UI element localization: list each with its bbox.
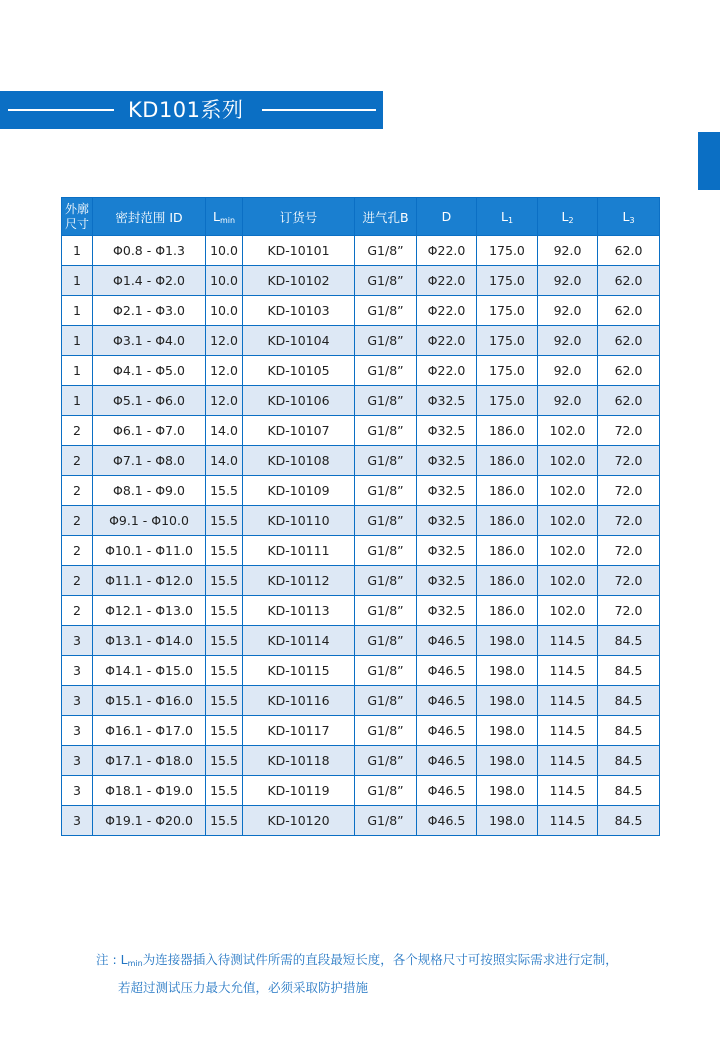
table-row bbox=[62, 746, 660, 776]
table-row bbox=[62, 506, 660, 536]
cell-lmin: 15.5 bbox=[206, 536, 243, 566]
cell-size: 1 bbox=[62, 386, 93, 416]
cell-seal-range: Φ6.1 - Φ7.0 bbox=[93, 416, 206, 446]
header-lmin-main: L bbox=[212, 208, 220, 224]
cell-size: 3 bbox=[62, 656, 93, 686]
cell-lmin: 15.5 bbox=[206, 746, 243, 776]
cell-l3: 72.0 bbox=[598, 506, 660, 536]
cell-size: 3 bbox=[62, 776, 93, 806]
table-row bbox=[62, 356, 660, 386]
cell-l1: 186.0 bbox=[477, 536, 538, 566]
cell-seal-range: Φ18.1 - Φ19.0 bbox=[93, 776, 206, 806]
cell-seal-range: Φ3.1 - Φ4.0 bbox=[93, 326, 206, 356]
cell-lmin: 12.0 bbox=[206, 386, 243, 416]
cell-seal-range: Φ0.8 - Φ1.3 bbox=[93, 236, 206, 266]
cell-order-no: KD-10114 bbox=[243, 626, 355, 656]
cell-inlet: G1/8” bbox=[355, 296, 417, 326]
cell-l3: 72.0 bbox=[598, 416, 660, 446]
table-header-row bbox=[62, 198, 660, 236]
cell-seal-range: Φ4.1 - Φ5.0 bbox=[93, 356, 206, 386]
cell-seal-range: Φ13.1 - Φ14.0 bbox=[93, 626, 206, 656]
footnote-prefix: 注 : L bbox=[96, 952, 128, 967]
cell-size: 2 bbox=[62, 596, 93, 626]
cell-inlet: G1/8” bbox=[355, 476, 417, 506]
cell-inlet: G1/8” bbox=[355, 536, 417, 566]
cell-l2: 102.0 bbox=[538, 476, 598, 506]
cell-l1: 186.0 bbox=[477, 416, 538, 446]
cell-size: 2 bbox=[62, 506, 93, 536]
cell-lmin: 14.0 bbox=[206, 446, 243, 476]
table-row bbox=[62, 596, 660, 626]
cell-inlet: G1/8” bbox=[355, 686, 417, 716]
cell-l3: 84.5 bbox=[598, 776, 660, 806]
cell-inlet: G1/8” bbox=[355, 746, 417, 776]
table-row bbox=[62, 656, 660, 686]
cell-d: Φ22.0 bbox=[417, 356, 477, 386]
footnote-sub: min bbox=[127, 959, 143, 968]
cell-l2: 102.0 bbox=[538, 566, 598, 596]
cell-seal-range: Φ12.1 - Φ13.0 bbox=[93, 596, 206, 626]
cell-order-no: KD-10115 bbox=[243, 656, 355, 686]
cell-size: 3 bbox=[62, 806, 93, 836]
header-l2-main: L bbox=[561, 208, 569, 224]
cell-l1: 198.0 bbox=[477, 656, 538, 686]
cell-order-no: KD-10116 bbox=[243, 686, 355, 716]
cell-d: Φ46.5 bbox=[417, 806, 477, 836]
cell-l3: 72.0 bbox=[598, 596, 660, 626]
footnote-line1: 为连接器插入待测试件所需的直段最短长度，各个规格尺寸可按照实际需求进行定制， bbox=[142, 952, 618, 967]
title-right-rule bbox=[262, 109, 376, 111]
cell-order-no: KD-10108 bbox=[243, 446, 355, 476]
cell-lmin: 12.0 bbox=[206, 326, 243, 356]
table-row bbox=[62, 476, 660, 506]
cell-d: Φ32.5 bbox=[417, 446, 477, 476]
cell-l3: 62.0 bbox=[598, 236, 660, 266]
cell-seal-range: Φ1.4 - Φ2.0 bbox=[93, 266, 206, 296]
cell-size: 3 bbox=[62, 716, 93, 746]
cell-inlet: G1/8” bbox=[355, 566, 417, 596]
header-d: D bbox=[417, 198, 477, 236]
cell-seal-range: Φ2.1 - Φ3.0 bbox=[93, 296, 206, 326]
cell-l2: 92.0 bbox=[538, 356, 598, 386]
cell-lmin: 15.5 bbox=[206, 686, 243, 716]
cell-order-no: KD-10101 bbox=[243, 236, 355, 266]
cell-seal-range: Φ14.1 - Φ15.0 bbox=[93, 656, 206, 686]
cell-seal-range: Φ10.1 - Φ11.0 bbox=[93, 536, 206, 566]
cell-l1: 186.0 bbox=[477, 476, 538, 506]
cell-seal-range: Φ9.1 - Φ10.0 bbox=[93, 506, 206, 536]
cell-d: Φ46.5 bbox=[417, 686, 477, 716]
cell-l2: 114.5 bbox=[538, 776, 598, 806]
table-row bbox=[62, 386, 660, 416]
cell-l3: 72.0 bbox=[598, 536, 660, 566]
cell-inlet: G1/8” bbox=[355, 446, 417, 476]
cell-lmin: 12.0 bbox=[206, 356, 243, 386]
cell-l2: 92.0 bbox=[538, 326, 598, 356]
cell-l3: 84.5 bbox=[598, 746, 660, 776]
cell-d: Φ46.5 bbox=[417, 746, 477, 776]
cell-order-no: KD-10111 bbox=[243, 536, 355, 566]
cell-l1: 186.0 bbox=[477, 566, 538, 596]
cell-d: Φ32.5 bbox=[417, 536, 477, 566]
cell-l3: 84.5 bbox=[598, 626, 660, 656]
cell-d: Φ32.5 bbox=[417, 566, 477, 596]
cell-l2: 114.5 bbox=[538, 716, 598, 746]
cell-size: 1 bbox=[62, 326, 93, 356]
cell-l3: 62.0 bbox=[598, 266, 660, 296]
cell-order-no: KD-10106 bbox=[243, 386, 355, 416]
cell-seal-range: Φ5.1 - Φ6.0 bbox=[93, 386, 206, 416]
cell-size: 1 bbox=[62, 356, 93, 386]
cell-l1: 175.0 bbox=[477, 296, 538, 326]
cell-l3: 62.0 bbox=[598, 296, 660, 326]
cell-d: Φ46.5 bbox=[417, 656, 477, 686]
cell-seal-range: Φ7.1 - Φ8.0 bbox=[93, 446, 206, 476]
cell-size: 2 bbox=[62, 476, 93, 506]
cell-d: Φ22.0 bbox=[417, 236, 477, 266]
cell-d: Φ32.5 bbox=[417, 596, 477, 626]
cell-lmin: 15.5 bbox=[206, 476, 243, 506]
cell-lmin: 15.5 bbox=[206, 566, 243, 596]
cell-size: 2 bbox=[62, 566, 93, 596]
cell-size: 1 bbox=[62, 236, 93, 266]
spec-table bbox=[61, 197, 660, 836]
cell-l2: 102.0 bbox=[538, 446, 598, 476]
cell-inlet: G1/8” bbox=[355, 386, 417, 416]
cell-size: 2 bbox=[62, 446, 93, 476]
header-order-no: 订货号 bbox=[243, 198, 355, 236]
cell-lmin: 15.5 bbox=[206, 776, 243, 806]
cell-seal-range: Φ19.1 - Φ20.0 bbox=[93, 806, 206, 836]
cell-l2: 102.0 bbox=[538, 416, 598, 446]
cell-seal-range: Φ8.1 - Φ9.0 bbox=[93, 476, 206, 506]
cell-l2: 114.5 bbox=[538, 656, 598, 686]
table-row bbox=[62, 326, 660, 356]
cell-inlet: G1/8” bbox=[355, 326, 417, 356]
cell-l1: 186.0 bbox=[477, 446, 538, 476]
cell-order-no: KD-10109 bbox=[243, 476, 355, 506]
cell-l2: 114.5 bbox=[538, 746, 598, 776]
header-size: 外廓尺寸 bbox=[62, 198, 93, 236]
cell-d: Φ32.5 bbox=[417, 386, 477, 416]
cell-size: 3 bbox=[62, 626, 93, 656]
cell-l1: 175.0 bbox=[477, 266, 538, 296]
cell-l2: 114.5 bbox=[538, 806, 598, 836]
table-row bbox=[62, 626, 660, 656]
cell-lmin: 15.5 bbox=[206, 626, 243, 656]
cell-lmin: 10.0 bbox=[206, 296, 243, 326]
cell-l3: 84.5 bbox=[598, 806, 660, 836]
cell-seal-range: Φ11.1 - Φ12.0 bbox=[93, 566, 206, 596]
cell-l3: 62.0 bbox=[598, 326, 660, 356]
cell-l1: 198.0 bbox=[477, 746, 538, 776]
cell-inlet: G1/8” bbox=[355, 626, 417, 656]
cell-l2: 92.0 bbox=[538, 266, 598, 296]
cell-d: Φ22.0 bbox=[417, 296, 477, 326]
series-title-bar bbox=[0, 91, 383, 129]
cell-l1: 186.0 bbox=[477, 506, 538, 536]
table-row bbox=[62, 776, 660, 806]
cell-lmin: 10.0 bbox=[206, 266, 243, 296]
cell-l1: 198.0 bbox=[477, 626, 538, 656]
cell-d: Φ22.0 bbox=[417, 326, 477, 356]
cell-l2: 114.5 bbox=[538, 686, 598, 716]
cell-lmin: 14.0 bbox=[206, 416, 243, 446]
cell-d: Φ32.5 bbox=[417, 476, 477, 506]
cell-order-no: KD-10104 bbox=[243, 326, 355, 356]
cell-lmin: 15.5 bbox=[206, 596, 243, 626]
cell-order-no: KD-10112 bbox=[243, 566, 355, 596]
cell-d: Φ32.5 bbox=[417, 506, 477, 536]
cell-order-no: KD-10113 bbox=[243, 596, 355, 626]
cell-l2: 102.0 bbox=[538, 596, 598, 626]
header-l3-sub: 3 bbox=[629, 215, 635, 225]
table-row bbox=[62, 236, 660, 266]
footnote bbox=[96, 948, 696, 1000]
side-tab-marker bbox=[698, 132, 720, 190]
header-inlet: 进气孔B bbox=[355, 198, 417, 236]
table-row bbox=[62, 716, 660, 746]
cell-seal-range: Φ16.1 - Φ17.0 bbox=[93, 716, 206, 746]
cell-order-no: KD-10110 bbox=[243, 506, 355, 536]
cell-seal-range: Φ17.1 - Φ18.0 bbox=[93, 746, 206, 776]
cell-inlet: G1/8” bbox=[355, 806, 417, 836]
cell-l1: 175.0 bbox=[477, 326, 538, 356]
cell-order-no: KD-10120 bbox=[243, 806, 355, 836]
cell-size: 3 bbox=[62, 686, 93, 716]
cell-order-no: KD-10102 bbox=[243, 266, 355, 296]
cell-inlet: G1/8” bbox=[355, 236, 417, 266]
header-l3-main: L bbox=[622, 208, 630, 224]
table-row bbox=[62, 446, 660, 476]
cell-l1: 198.0 bbox=[477, 806, 538, 836]
cell-inlet: G1/8” bbox=[355, 776, 417, 806]
header-lmin-sub: min bbox=[219, 215, 236, 225]
header-l2 bbox=[538, 198, 598, 236]
cell-l3: 62.0 bbox=[598, 386, 660, 416]
header-l1 bbox=[477, 198, 538, 236]
cell-l3: 72.0 bbox=[598, 446, 660, 476]
cell-l1: 175.0 bbox=[477, 356, 538, 386]
cell-l3: 84.5 bbox=[598, 716, 660, 746]
cell-inlet: G1/8” bbox=[355, 266, 417, 296]
footnote-line2: 若超过测试压力最大允值，必须采取防护措施 bbox=[118, 980, 369, 995]
table-row bbox=[62, 416, 660, 446]
header-l1-sub: 1 bbox=[507, 215, 514, 225]
cell-inlet: G1/8” bbox=[355, 596, 417, 626]
header-seal-range: 密封范围 ID bbox=[93, 198, 206, 236]
cell-lmin: 15.5 bbox=[206, 806, 243, 836]
cell-inlet: G1/8” bbox=[355, 656, 417, 686]
cell-lmin: 15.5 bbox=[206, 506, 243, 536]
table-row bbox=[62, 266, 660, 296]
cell-lmin: 15.5 bbox=[206, 656, 243, 686]
cell-inlet: G1/8” bbox=[355, 716, 417, 746]
header-l1-main: L bbox=[500, 208, 508, 224]
cell-order-no: KD-10119 bbox=[243, 776, 355, 806]
cell-inlet: G1/8” bbox=[355, 506, 417, 536]
cell-d: Φ46.5 bbox=[417, 716, 477, 746]
header-l3 bbox=[598, 198, 660, 236]
cell-d: Φ32.5 bbox=[417, 416, 477, 446]
cell-l3: 72.0 bbox=[598, 476, 660, 506]
cell-l2: 92.0 bbox=[538, 386, 598, 416]
cell-inlet: G1/8” bbox=[355, 356, 417, 386]
cell-l2: 92.0 bbox=[538, 236, 598, 266]
cell-l3: 62.0 bbox=[598, 356, 660, 386]
cell-size: 3 bbox=[62, 746, 93, 776]
page-title: KD101系列 bbox=[128, 98, 244, 122]
cell-order-no: KD-10117 bbox=[243, 716, 355, 746]
cell-l1: 198.0 bbox=[477, 716, 538, 746]
cell-order-no: KD-10103 bbox=[243, 296, 355, 326]
cell-order-no: KD-10107 bbox=[243, 416, 355, 446]
cell-l2: 114.5 bbox=[538, 626, 598, 656]
cell-seal-range: Φ15.1 - Φ16.0 bbox=[93, 686, 206, 716]
cell-size: 1 bbox=[62, 266, 93, 296]
cell-l1: 186.0 bbox=[477, 596, 538, 626]
table-row bbox=[62, 536, 660, 566]
cell-size: 2 bbox=[62, 536, 93, 566]
cell-l1: 175.0 bbox=[477, 386, 538, 416]
table-row bbox=[62, 686, 660, 716]
cell-d: Φ22.0 bbox=[417, 266, 477, 296]
cell-l2: 102.0 bbox=[538, 536, 598, 566]
cell-size: 1 bbox=[62, 296, 93, 326]
cell-order-no: KD-10105 bbox=[243, 356, 355, 386]
cell-lmin: 10.0 bbox=[206, 236, 243, 266]
cell-inlet: G1/8” bbox=[355, 416, 417, 446]
table-body bbox=[62, 236, 660, 836]
header-l2-sub: 2 bbox=[568, 215, 574, 225]
cell-d: Φ46.5 bbox=[417, 626, 477, 656]
cell-l3: 72.0 bbox=[598, 566, 660, 596]
cell-l3: 84.5 bbox=[598, 656, 660, 686]
cell-l2: 92.0 bbox=[538, 296, 598, 326]
title-left-rule bbox=[8, 109, 114, 111]
header-lmin bbox=[206, 198, 243, 236]
cell-order-no: KD-10118 bbox=[243, 746, 355, 776]
table-row bbox=[62, 806, 660, 836]
cell-lmin: 15.5 bbox=[206, 716, 243, 746]
cell-l1: 198.0 bbox=[477, 776, 538, 806]
cell-l2: 102.0 bbox=[538, 506, 598, 536]
cell-size: 2 bbox=[62, 416, 93, 446]
cell-l3: 84.5 bbox=[598, 686, 660, 716]
cell-d: Φ46.5 bbox=[417, 776, 477, 806]
cell-l1: 198.0 bbox=[477, 686, 538, 716]
table-row bbox=[62, 296, 660, 326]
cell-l1: 175.0 bbox=[477, 236, 538, 266]
table-row bbox=[62, 566, 660, 596]
